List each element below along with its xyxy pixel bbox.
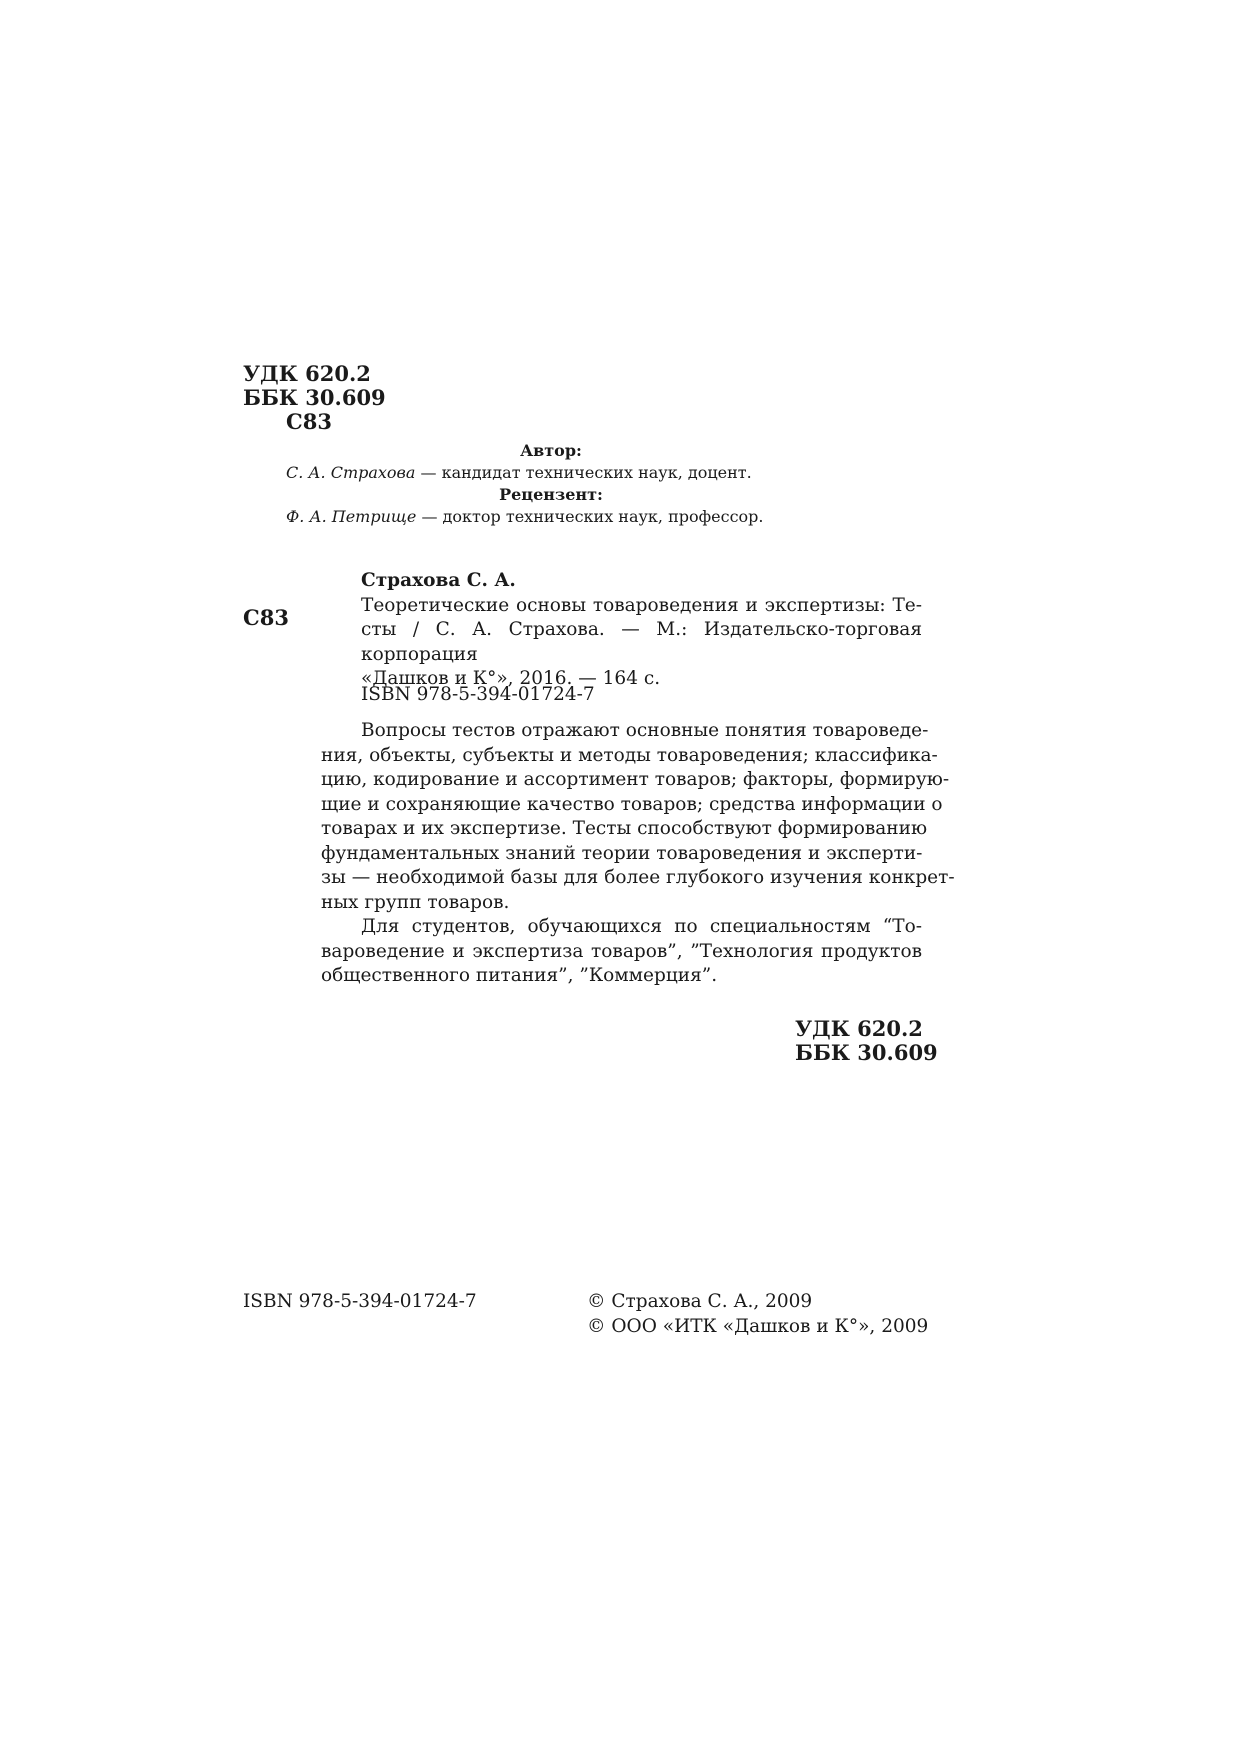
reviewer-credit-line [286,506,816,528]
entry-isbn: ISBN 978-5-394-01724-7 [361,684,595,705]
copyright-author: © Страхова С. А., 2009 [587,1291,813,1312]
reviewer-heading: Рецензент: [499,485,603,504]
annotation-line: вароведение и экспертиза товаров”, ”Технология продуктов [321,940,922,962]
entry-author-mark: С83 [243,605,289,630]
reviewer-description: — доктор технических наук, профессор. [416,507,764,526]
annotation-line: фундаментальных знаний теории товароведения и эксперти- [321,842,923,864]
annotation-line: цию, кодирование и ассортимент товаров; факторы, формирую- [321,769,950,790]
author-name: С. А. Страхова [286,463,416,482]
copyright-block [587,1290,928,1339]
annotation-line: ния, объекты, субъекты и методы товароведения; классифика- [321,744,938,766]
entry-author: Страхова С. А. [361,570,516,591]
author-mark: С83 [286,409,332,434]
copyright-publisher: © ООО «ИТК «Дашков и К°», 2009 [587,1315,929,1337]
entry-title-line: Теоретические основы товароведения и экспертизы: Те- [361,594,922,616]
bbk-code: ББК 30.609 [795,1040,938,1065]
author-description: — кандидат технических наук, доцент. [415,463,752,482]
author-heading: Автор: [520,441,582,460]
annotation [321,719,955,989]
annotation-line: товарах и их экспертизе. Тесты способствуют формированию [321,818,928,839]
annotation-line: Вопросы тестов отражают основные понятия товароведе- [361,720,929,741]
annotation-line: общественного питания”, ”Коммерция”. [321,965,718,986]
annotation-line: щие и сохраняющие качество товаров; средства информации о [321,793,943,815]
bottom-classification-codes [795,1017,938,1065]
udk-code: УДК 620.2 [243,361,371,386]
author-credit-line [286,462,816,484]
entry-title-line: сты / С. А. Страхова. — М.: Издательско-торговая корпорация [361,619,922,665]
footer-isbn: ISBN 978-5-394-01724-7 [243,1291,477,1312]
reviewer-name: Ф. А. Петрище [286,507,417,526]
top-classification-codes [243,362,386,434]
credits-block [286,440,816,528]
bibliographic-entry [361,569,922,692]
annotation-line: Для студентов, обучающихся по специальностям “То- [361,916,922,937]
entry-title-line: «Дашков и К°», 2016. — 164 с. [361,668,661,689]
udk-code: УДК 620.2 [795,1016,923,1041]
annotation-line: зы — необходимой базы для более глубокого изучения конкрет- [321,867,955,888]
annotation-line: ных групп товаров. [321,891,510,913]
bbk-code: ББК 30.609 [243,385,386,410]
